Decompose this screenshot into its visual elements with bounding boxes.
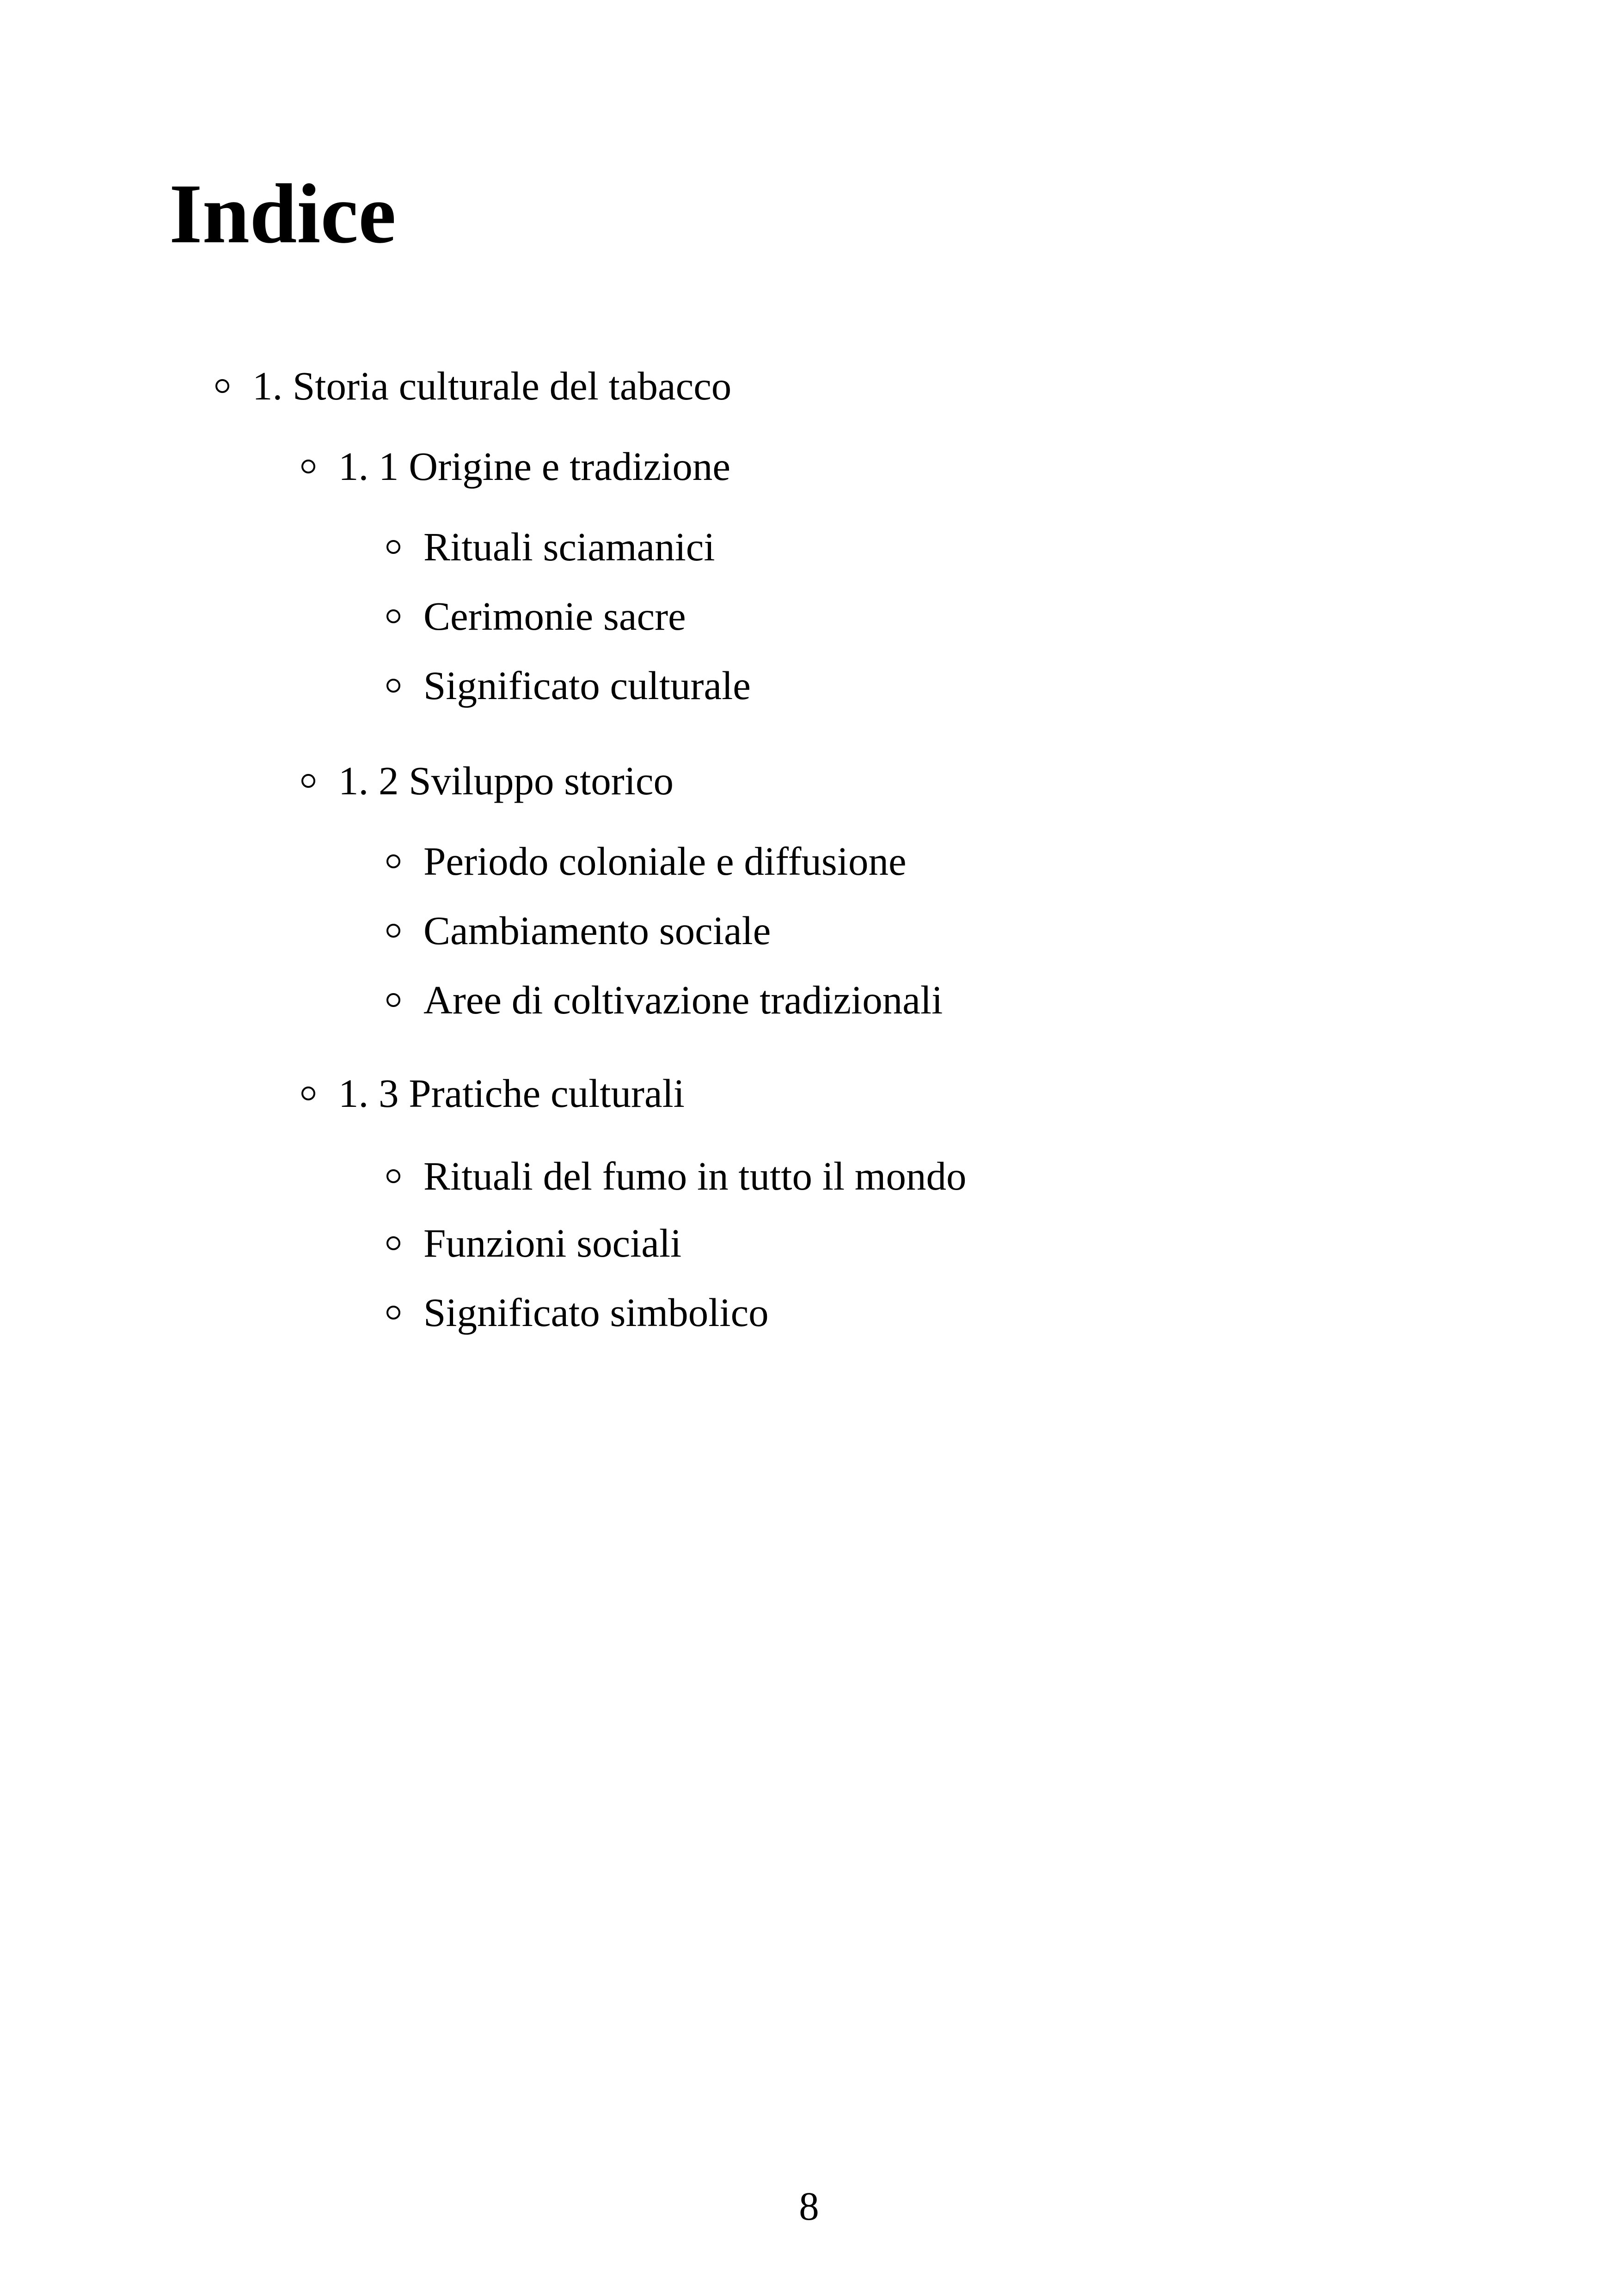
toc-entry-label: 1. 1 Origine e tradizione [338,444,730,489]
toc-entry-label: 1. 3 Pratiche culturali [338,1071,685,1116]
hollow-circle-bullet-icon [386,1169,400,1183]
toc-entry-subsection [386,839,907,884]
toc-entry-label: Significato simbolico [423,1290,769,1335]
toc-entry-subsection [386,524,715,569]
hollow-circle-bullet-icon [215,379,229,393]
hollow-circle-bullet-icon [386,924,400,938]
toc-entry-subsection [386,1156,966,1196]
toc-entry-subsection [386,665,751,706]
toc-entry-label: Cerimonie sacre [423,594,686,638]
hollow-circle-bullet-icon [386,609,400,623]
hollow-circle-bullet-icon [386,854,400,868]
hollow-circle-bullet-icon [301,774,315,788]
hollow-circle-bullet-icon [301,460,315,473]
toc-entry-label: Cambiamento sociale [423,908,771,953]
hollow-circle-bullet-icon [386,540,400,554]
hollow-circle-bullet-icon [386,993,400,1007]
hollow-circle-bullet-icon [386,679,400,693]
toc-entry-subsection [386,1290,769,1335]
toc-entry-subsection [386,596,686,636]
hollow-circle-bullet-icon [386,1306,400,1320]
toc-entry-label: Funzioni sociali [423,1221,682,1265]
hollow-circle-bullet-icon [386,1236,400,1250]
toc-entry-label: 1. 2 Sviluppo storico [338,758,674,803]
page-number: 8 [799,2184,819,2228]
toc-entry-label: 1. Storia culturale del tabacco [252,363,732,408]
toc-entry-subsection [386,977,943,1022]
toc-entry-subsection [386,1223,681,1263]
hollow-circle-bullet-icon [301,1087,315,1100]
toc-entry-label: Significato culturale [423,663,751,708]
toc-entry-label: Rituali del fumo in tutto il mondo [423,1154,967,1198]
toc-entry-section [301,1071,685,1116]
toc-entry-subsection [386,910,771,951]
toc-entry-label: Aree di coltivazione tradizionali [423,977,943,1022]
toc-entry-chapter [215,363,732,408]
toc-entry-label: Periodo coloniale e diffusione [423,839,907,884]
toc-entry-section [301,758,674,803]
page-title: Indice [169,166,396,261]
toc-entry-label: Rituali sciamanici [423,524,715,569]
toc-entry-section [301,444,730,489]
